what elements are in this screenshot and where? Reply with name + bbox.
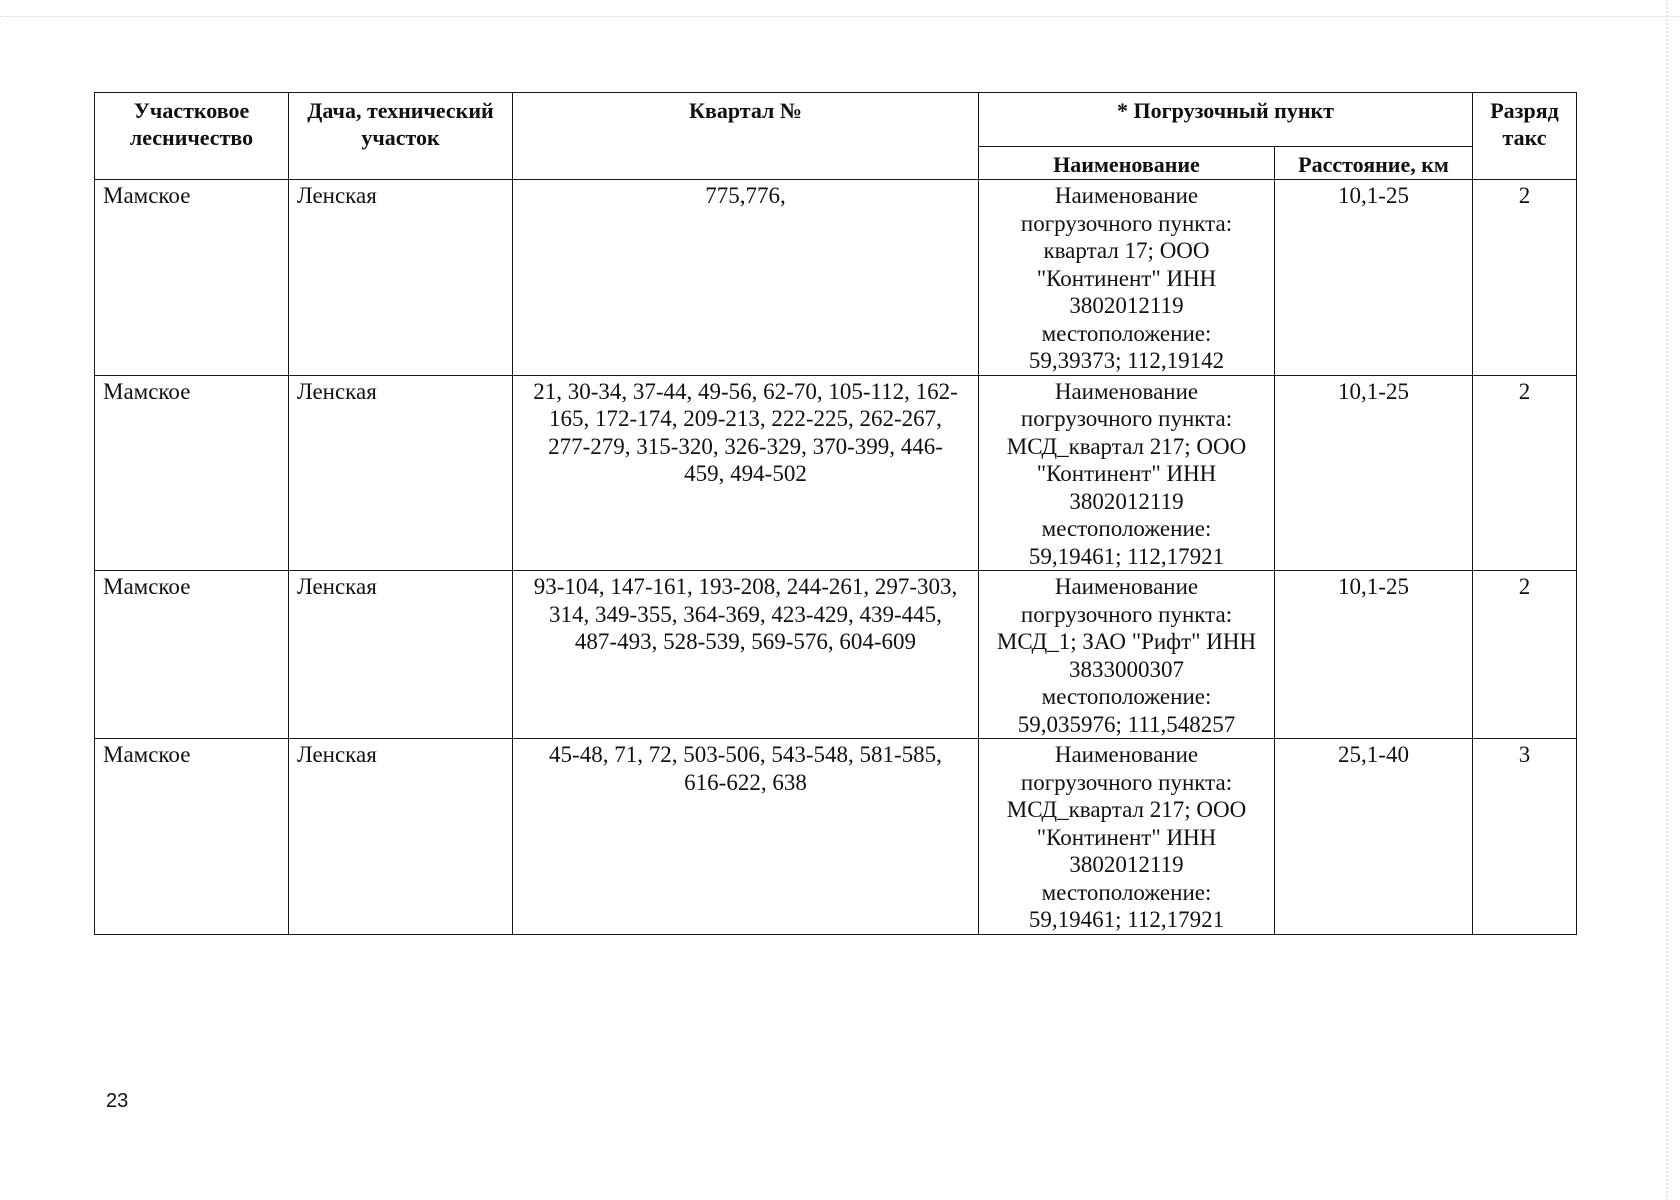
cell-rank: 3 (1473, 739, 1577, 935)
cell-distance: 10,1-25 (1275, 375, 1473, 571)
cell-quarters: 21, 30-34, 37-44, 49-56, 62-70, 105-112, 162- 165, 172-174, 209-213, 222-225, 262-267, 277-279, 315-320, 326-329, 370-399, 446- 459, 494-502 (513, 375, 979, 571)
cell-rank: 2 (1473, 375, 1577, 571)
cell-quarters: 45-48, 71, 72, 503-506, 543-548, 581-585, 616-622, 638 (513, 739, 979, 935)
table-row (95, 739, 1577, 935)
cell-forestry: Мамское (95, 180, 289, 376)
cell-dacha: Ленская (289, 180, 513, 376)
header-loading-point: * Погрузочный пункт (979, 93, 1473, 147)
table-row (95, 571, 1577, 739)
cell-rank: 2 (1473, 180, 1577, 376)
cell-point-name: Наименование погрузочного пункта: МСД_квартал 217; ООО "Континент" ИНН 3802012119 местоположение: 59,19461; 112,17921 (979, 739, 1275, 935)
cell-quarters: 775,776, (513, 180, 979, 376)
header-quarter: Квартал № (513, 93, 979, 180)
header-loading-name: Наименование (979, 147, 1275, 180)
scan-edge-right (1666, 0, 1668, 1200)
header-dacha: Дача, технический участок (289, 93, 513, 180)
header-row-1 (95, 93, 1577, 147)
cell-point-name: Наименование погрузочного пункта: МСД_1; ЗАО "Рифт" ИНН 3833000307 местоположение: 59,035976; 111,548257 (979, 571, 1275, 739)
header-tax-rank: Разряд такс (1473, 93, 1577, 180)
header-forestry: Участковое лесничество (95, 93, 289, 180)
cell-rank: 2 (1473, 571, 1577, 739)
cell-point-name: Наименование погрузочного пункта: квартал 17; ООО "Континент" ИНН 3802012119 местоположение: 59,39373; 112,19142 (979, 180, 1275, 376)
cell-dacha: Ленская (289, 739, 513, 935)
cell-point-name: Наименование погрузочного пункта: МСД_квартал 217; ООО "Континент" ИНН 3802012119 местоположение: 59,19461; 112,17921 (979, 375, 1275, 571)
cell-dacha: Ленская (289, 375, 513, 571)
cell-forestry: Мамское (95, 739, 289, 935)
page-number: 23 (106, 1090, 129, 1112)
table-row (95, 180, 1577, 376)
table-row (95, 375, 1577, 571)
cell-forestry: Мамское (95, 571, 289, 739)
header-loading-distance: Расстояние, км (1275, 147, 1473, 180)
cell-quarters: 93-104, 147-161, 193-208, 244-261, 297-303, 314, 349-355, 364-369, 423-429, 439-445, 487-493, 528-539, 569-576, 604-609 (513, 571, 979, 739)
loading-points-table (94, 92, 1577, 935)
cell-distance: 10,1-25 (1275, 180, 1473, 376)
scan-edge-top (0, 16, 1680, 17)
cell-distance: 10,1-25 (1275, 571, 1473, 739)
cell-dacha: Ленская (289, 571, 513, 739)
cell-forestry: Мамское (95, 375, 289, 571)
cell-distance: 25,1-40 (1275, 739, 1473, 935)
